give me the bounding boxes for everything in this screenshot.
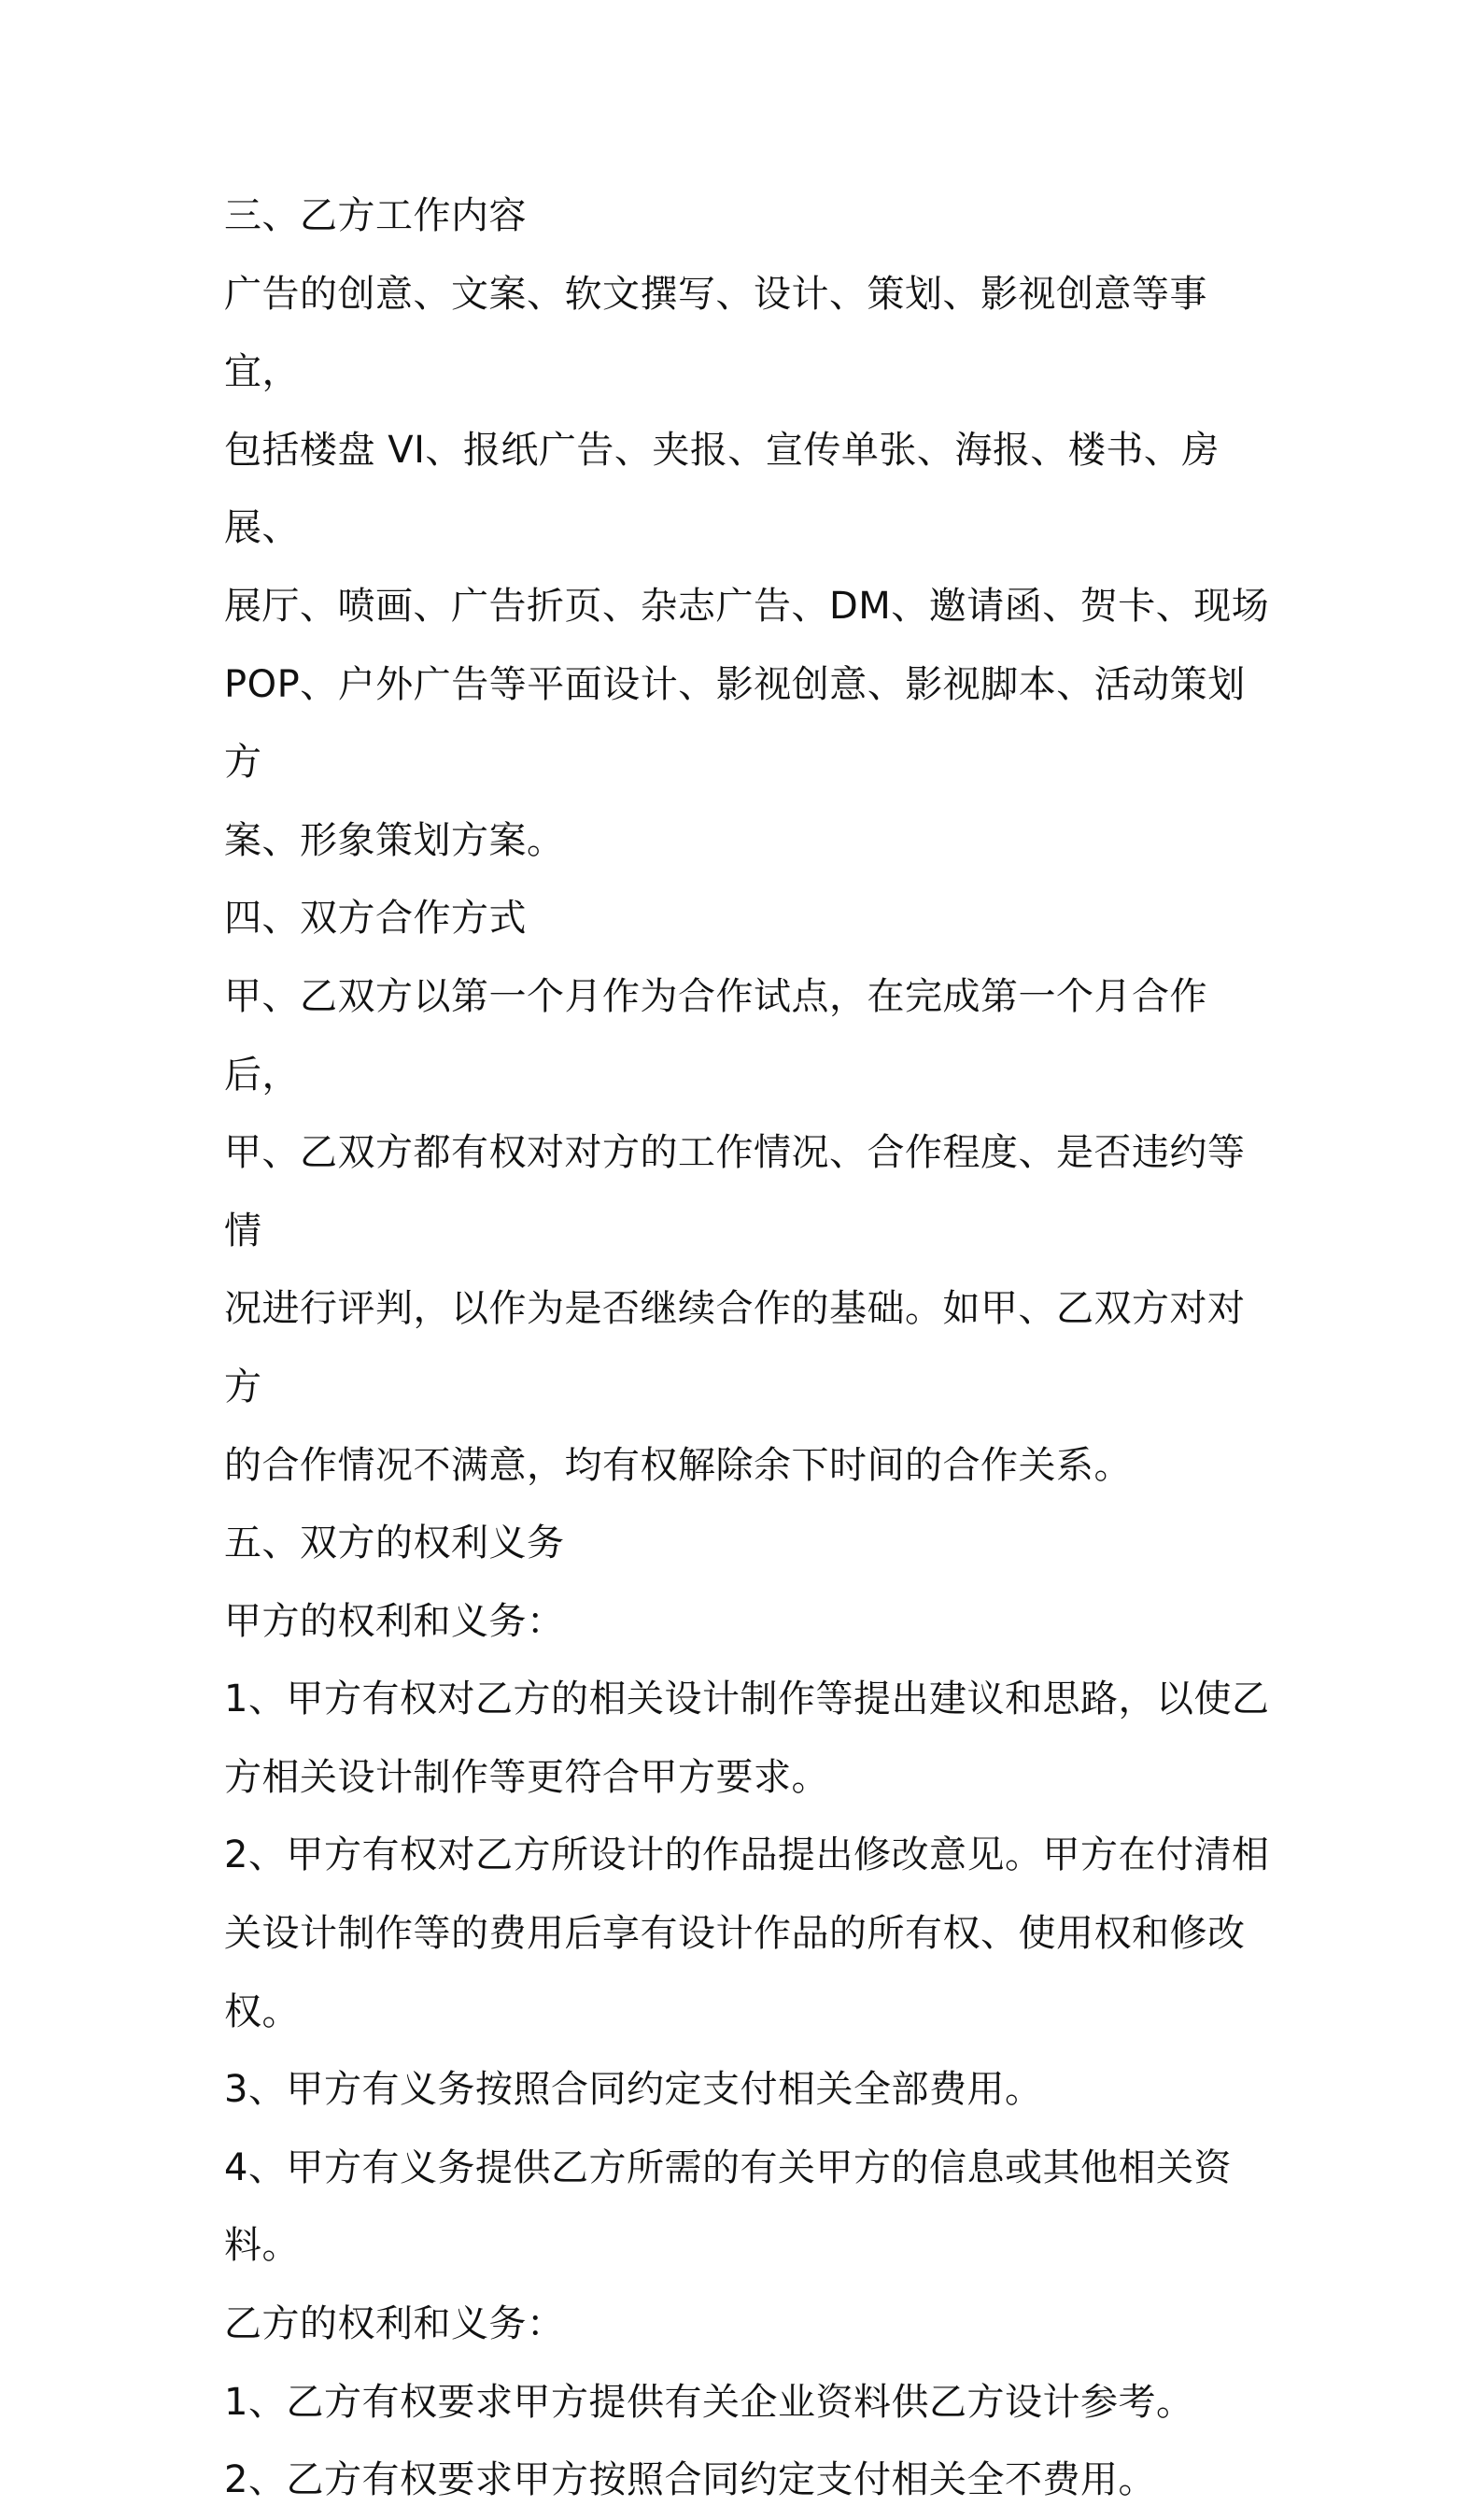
party-a-heading: 甲方的权利和义务： (224, 1599, 565, 1643)
party-b-line: 1、乙方有权要求甲方提供有关企业资料供乙方设计参考。 (224, 2380, 1194, 2424)
section-4-line: 况进行评判，以作为是否继续合作的基础。如甲、乙双方对对方 (224, 1287, 1246, 1409)
section-5-heading: 五、双方的权利义务 (224, 1522, 565, 1565)
section-4-line: 甲、乙双方都有权对对方的工作情况、合作程度、是否违约等情 (224, 1131, 1246, 1253)
section-4-line: 甲、乙双方以第一个月作为合作试点，在完成第一个月合作后， (224, 974, 1207, 1097)
section-3-line: 包括楼盘 VI、报纸广告、夹报、宣传单张、海报、楼书、房展、 (224, 428, 1220, 550)
party-a-line: 4、甲方有义务提供乙方所需的有关甲方的信息或其他相关资料。 (224, 2145, 1232, 2268)
party-b-line: 2、乙方有权要求甲方按照合同约定支付相关全不费用。 (224, 2458, 1156, 2502)
section-3-line: 展厅、喷画、广告折页、杂志广告、DM、邀请函、贺卡、现场 (224, 584, 1270, 628)
section-3-line: 案、形象策划方案。 (224, 818, 565, 862)
party-a-line: 方相关设计制作等更符合甲方要求。 (224, 1755, 829, 1799)
section-3-line: POP、户外广告等平面设计、影视创意、影视脚本、活动策划方 (224, 662, 1246, 785)
section-3-line: 广告的创意、文案、软文撰写、设计、策划、影视创意等事宜， (224, 272, 1207, 394)
section-4-heading: 四、双方合作方式 (224, 897, 527, 941)
party-a-line: 2、甲方有权对乙方所设计的作品提出修改意见。甲方在付清相 (224, 1833, 1270, 1877)
party-b-heading: 乙方的权利和义务： (224, 2302, 565, 2346)
party-a-line: 关设计制作等的费用后享有设计作品的所有权、使用权和修改权。 (224, 1912, 1246, 2033)
section-3-heading: 三、乙方工作内容 (224, 194, 527, 237)
party-a-line: 3、甲方有义务按照合同约定支付相关全部费用。 (224, 2068, 1043, 2112)
party-a-line: 1、甲方有权对乙方的相关设计制作等提出建议和思路，以使乙 (224, 1678, 1270, 1721)
section-4-line: 的合作情况不满意，均有权解除余下时间的合作关系。 (224, 1443, 1132, 1487)
document-body (224, 177, 1279, 2520)
